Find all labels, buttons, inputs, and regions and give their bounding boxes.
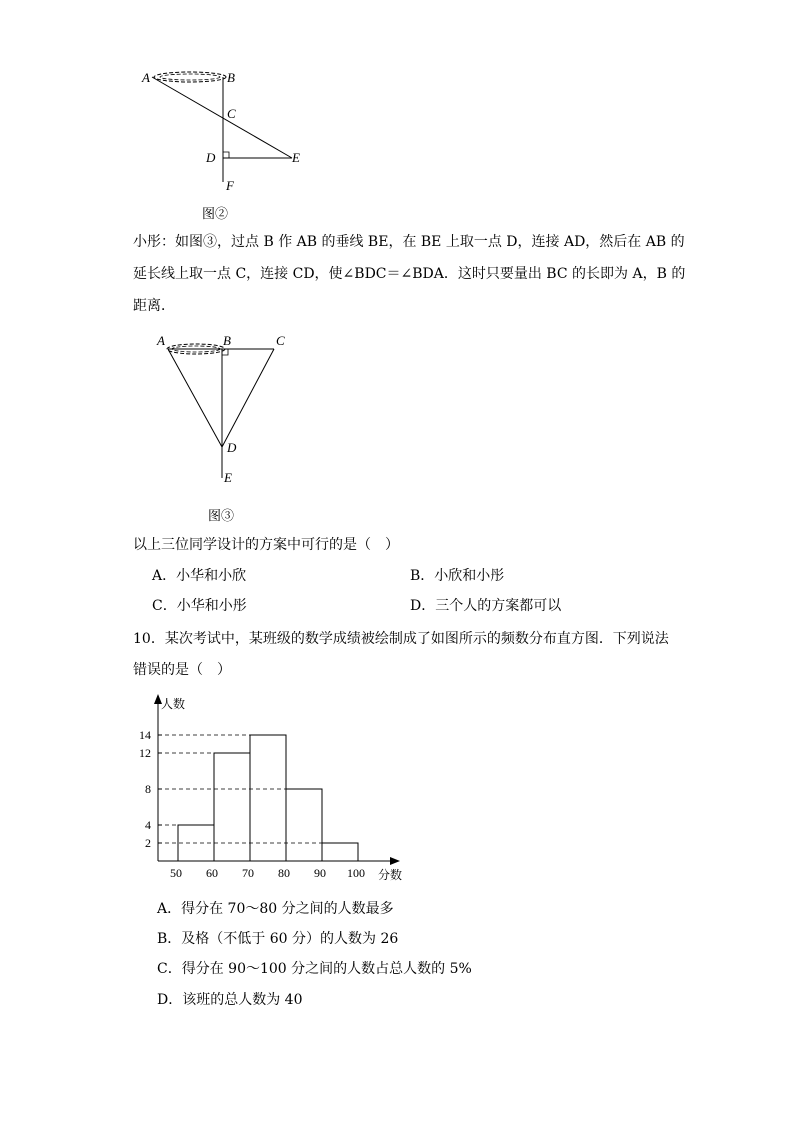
fig2-label-e: E	[292, 150, 300, 165]
fig3-label-e: E	[224, 470, 232, 485]
q10-option-d[interactable]: D．该班的总人数为 40	[157, 992, 303, 1008]
y-tick-label: 8	[145, 782, 151, 796]
q9-option-a[interactable]: A．小华和小欣	[152, 568, 247, 584]
fig2-label-a: A	[142, 70, 150, 85]
histogram-bar	[214, 753, 250, 861]
figure-2	[130, 62, 330, 222]
y-tick-label: 12	[139, 746, 151, 760]
fig3-label-b: B	[223, 333, 231, 348]
fig3-caption: 图③	[208, 509, 235, 524]
q10-stem-line-1: 10．某次考试中，某班级的数学成绩被绘制成了如图所示的频数分布直方图．下列说法	[133, 631, 669, 647]
q9-stem: 以上三位同学设计的方案中可行的是（ ）	[133, 537, 399, 553]
q10-option-b[interactable]: B．及格（不低于 60 分）的人数为 26	[157, 931, 399, 947]
histogram-svg	[120, 690, 420, 890]
x-tick-label: 90	[314, 866, 326, 880]
xiaotong-line-1: 小彤：如图③，过点 B 作 AB 的垂线 BE，在 BE 上取一点 D，连接 AD，然后在 AB 的	[133, 234, 685, 250]
fig3-label-c: C	[276, 333, 285, 348]
histogram-bar	[322, 843, 358, 861]
fig2-caption: 图②	[202, 207, 229, 222]
histogram-bar	[250, 735, 286, 861]
fig2-label-c: C	[227, 106, 236, 121]
xiaotong-line-3: 距离．	[133, 298, 175, 314]
x-tick-label: 70	[242, 866, 254, 880]
figure-3	[150, 330, 310, 530]
x-axis-arrow	[390, 857, 400, 865]
q10-stem-line-2: 错误的是（ ）	[133, 662, 231, 678]
q9-option-c[interactable]: C．小华和小彤	[152, 598, 247, 614]
fig2-label-f: F	[226, 178, 234, 193]
xiaotong-line-2: 延长线上取一点 C，连接 CD，使∠BDC＝∠BDA．这时只要量出 BC 的长即为 A，B 的	[133, 266, 686, 282]
x-tick-label: 80	[278, 866, 290, 880]
y-tick-label: 4	[145, 818, 151, 832]
y-axis-label: 人数	[161, 697, 186, 711]
q10-option-c[interactable]: C．得分在 90～100 分之间的人数占总人数的 5%	[157, 961, 472, 977]
histogram	[120, 690, 420, 890]
histogram-bar	[286, 789, 322, 861]
fig2-label-d: D	[206, 150, 216, 165]
x-tick-label: 60	[206, 866, 218, 880]
figure-3-drawing	[150, 330, 310, 530]
x-tick-label: 100	[347, 866, 365, 880]
x-tick-label: 50	[170, 866, 182, 880]
q9-option-d[interactable]: D．三个人的方案都可以	[410, 598, 562, 614]
x-axis-label: 分数	[378, 868, 403, 882]
y-tick-label: 14	[139, 728, 151, 742]
y-tick-label: 2	[145, 836, 151, 850]
q9-option-b[interactable]: B．小欣和小彤	[410, 568, 505, 584]
q10-option-a[interactable]: A．得分在 70～80 分之间的人数最多	[157, 901, 394, 917]
fig3-label-a: A	[157, 333, 165, 348]
fig2-label-b: B	[227, 70, 235, 85]
figure-2-drawing	[130, 62, 330, 222]
fig3-label-d: D	[227, 440, 237, 455]
